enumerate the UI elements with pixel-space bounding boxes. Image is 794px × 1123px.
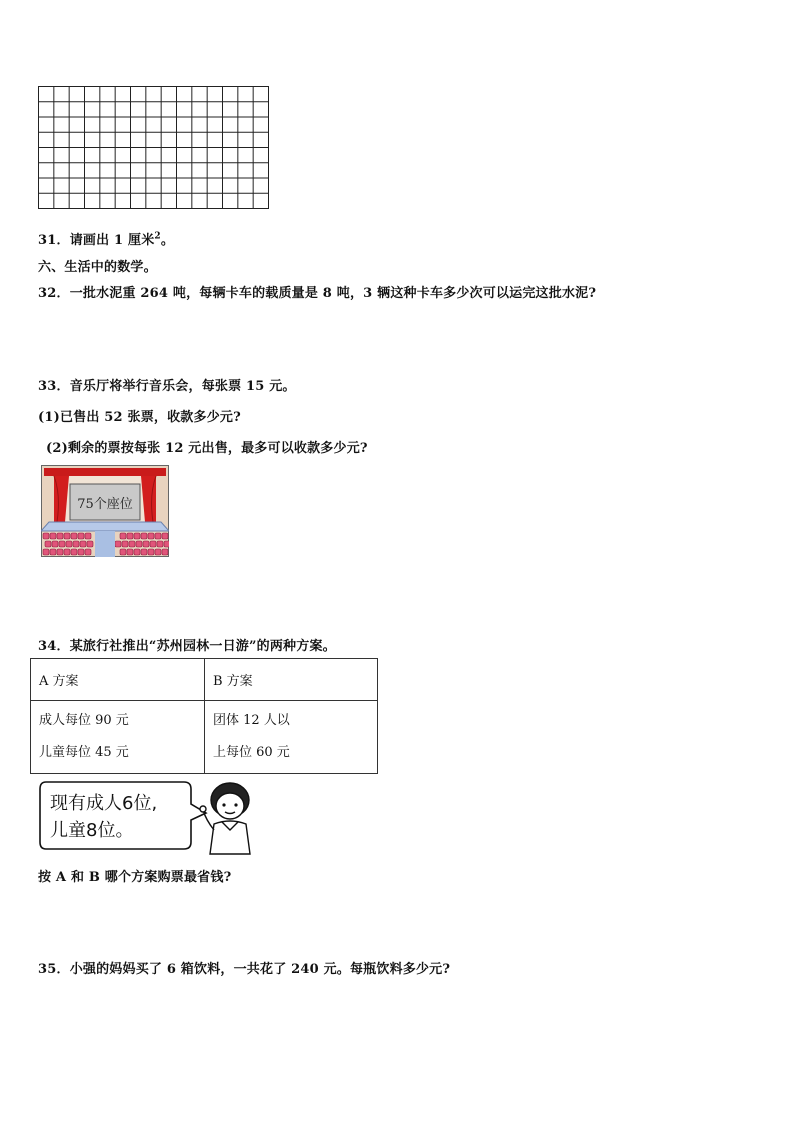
question-33-intro: 33．音乐厅将举行音乐会，每张票 15 元。 [38,379,296,394]
plan-a-header: A 方案 [31,659,205,701]
question-34-intro: 34．某旅行社推出“苏州园林一日游”的两种方案。 [38,639,336,654]
plan-a-details [31,701,205,774]
bubble-line-2: 儿童8位。 [50,820,134,841]
section-6-heading: 六、生活中的数学。 [38,260,157,275]
question-31 [38,229,174,248]
speech-bubble-illustration [38,780,260,856]
plan-b-price: 上每位 60 元 [213,745,290,760]
plan-b-details [205,701,378,774]
bubble-line-1: 现有成人6位, [50,793,158,814]
question-35: 35．小强的妈妈买了 6 箱饮料，一共花了 240 元。每瓶饮料多少元? [38,962,451,977]
girl-icon [200,783,250,854]
question-34-ask: 按 A 和 B 哪个方案购票最省钱? [38,870,232,885]
concert-hall-illustration [41,465,169,557]
plan-b-group: 团体 12 人以 [213,713,290,728]
plan-b-header: B 方案 [205,659,378,701]
q31-text: 31．请画出 1 厘米 [38,233,155,248]
seats-label: 75个座位 [77,497,133,512]
plan-a-adult: 成人每位 90 元 [39,713,129,728]
question-33-part1: (1)已售出 52 张票，收款多少元? [38,410,241,425]
plan-a-child: 儿童每位 45 元 [39,745,129,760]
plan-comparison-table [30,658,378,774]
q31-superscript: 2 [154,231,161,242]
question-33-part2: (2)剩余的票按每张 12 元出售，最多可以收款多少元? [46,441,368,456]
q31-tail: 。 [160,233,175,248]
square-grid [38,86,270,210]
question-32: 32．一批水泥重 264 吨，每辆卡车的载质量是 8 吨，3 辆这种卡车多少次可以运完这批水泥? [38,286,597,301]
